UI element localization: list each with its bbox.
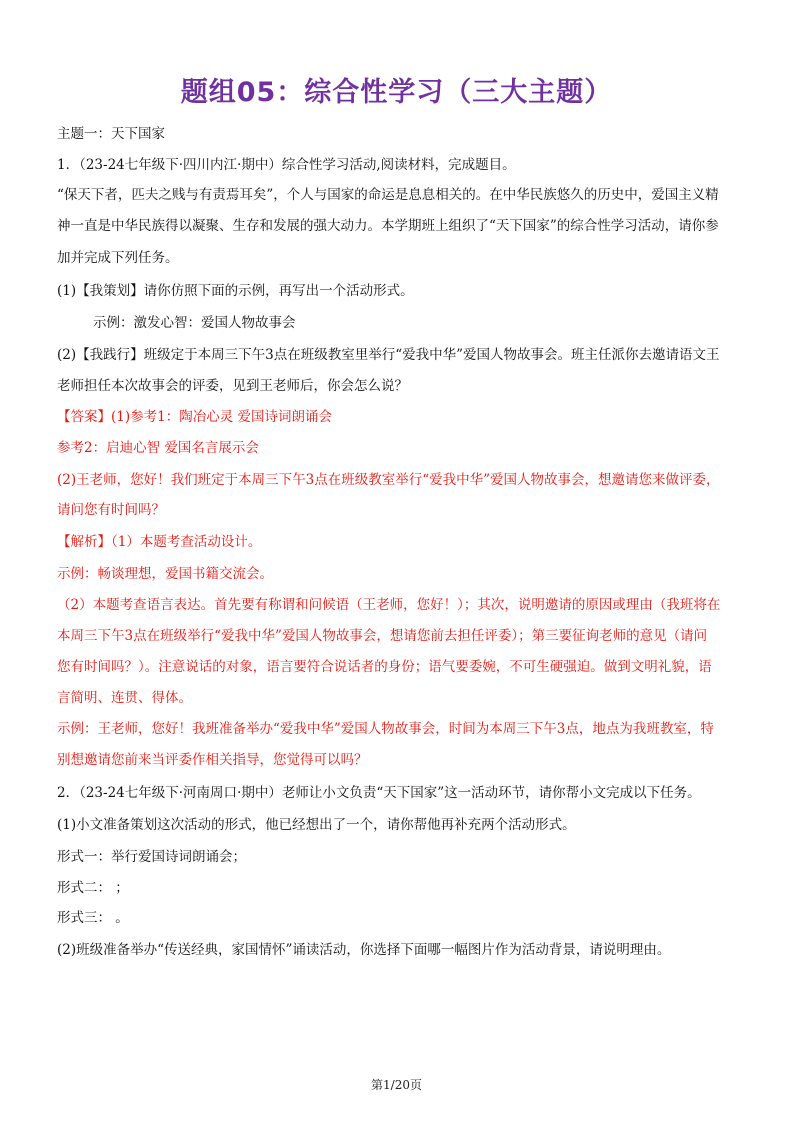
question-1-example: 示例：激发心智：爱国人物故事会: [93, 315, 296, 331]
analysis-line: 言简明、连贯、得体。: [57, 690, 192, 706]
analysis-line: 别想邀请您前来当评委作相关指导，您觉得可以吗？: [57, 752, 368, 768]
question-2-header: 2．（23-24七年级下·河南周口·期中）老师让小文负责“天下国家”这一活动环节，请你帮小文完成以下任务。: [57, 785, 701, 801]
page-title: 题组05：综合性学习（三大主题）: [180, 77, 613, 108]
question-2-form-3: 形式三： 。: [57, 910, 129, 926]
analysis-line: （2）本题考查语言表达。首先要有称谓和问候语（王老师，您好！）；其次，说明邀请的原因或理由（我班将在: [57, 597, 721, 613]
theme-heading: 主题一：天下国家: [57, 126, 165, 142]
question-1-material-line: 神一直是中华民族得以凝聚、生存和发展的强大动力。本学期班上组织了“天下国家”的综合性学习活动，请你参: [57, 218, 719, 234]
answer-line: 参考2：启迪心智 爱国名言展示会: [57, 440, 259, 456]
question-2-form-1: 形式一：举行爱国诗词朗诵会；: [57, 849, 246, 865]
question-2-sub-1: (1)小文准备策划这次活动的形式，他已经想出了一个，请你帮他再补充两个活动形式。: [57, 817, 576, 833]
analysis-line: 本周三下午3点在班级举行“爱我中华”爱国人物故事会，想请您前去担任评委）；第三要征询老师的意见（请问: [57, 628, 708, 644]
analysis-line: 您有时间吗？）。注意说话的对象，语言要符合说话者的身份；语气要委婉，不可生硬强迫。做到文明礼貌，语: [57, 659, 712, 675]
question-1-material-line: 加并完成下列任务。: [57, 250, 179, 266]
question-1-sub-2-line: 老师担任本次故事会的评委，见到王老师后，你会怎么说？: [57, 378, 408, 394]
answer-line: 【答案】(1)参考1：陶冶心灵 爱国诗词朗诵会: [57, 409, 333, 425]
question-2-sub-2: (2)班级准备举办“传送经典，家国情怀”诵读活动，你选择下面哪一幅图片作为活动背景，请说明理由。: [57, 942, 671, 958]
question-1-sub-1: (1)【我策划】请你仿照下面的示例，再写出一个活动形式。: [57, 283, 414, 299]
question-1-header: 1．（23-24七年级下·四川内江·期中）综合性学习活动,阅读材料，完成题目。: [57, 157, 516, 173]
answer-line: (2)王老师，您好！我们班定于本周三下午3点在班级教室举行“爱我中华”爱国人物故事会，想邀请您来做评委，: [57, 472, 720, 488]
analysis-line: 示例：畅谈理想，爱国书籍交流会。: [57, 566, 273, 582]
answer-line: 请问您有时间吗？: [57, 502, 165, 518]
question-1-sub-2-line: (2)【我践行】班级定于本周三下午3点在班级教室里举行“爱我中华”爱国人物故事会。班主任派你去邀请语文王: [57, 347, 720, 363]
page-number: 第1/20页: [371, 1078, 422, 1092]
question-2-form-2: 形式二： ；: [57, 880, 129, 896]
analysis-line: 【解析】（1）本题考查活动设计。: [57, 534, 262, 550]
analysis-line: 示例：王老师，您好！我班准备举办“爱我中华”爱国人物故事会，时间为本周三下午3点，地点为我班教室，特: [57, 721, 714, 737]
question-1-material-line: “保天下者，匹夫之贱与有责焉耳矣”，个人与国家的命运是息息相关的。在中华民族悠久的历史中，爱国主义精: [57, 187, 719, 203]
